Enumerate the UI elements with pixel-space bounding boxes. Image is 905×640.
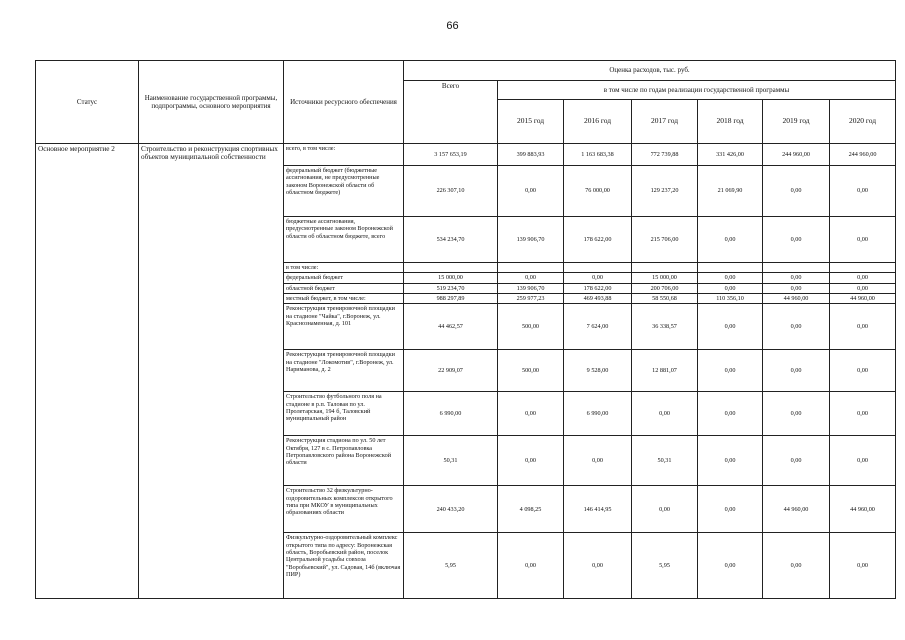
year-value-cell: 772 739,88 [632, 144, 698, 166]
year-value-cell: 44 960,00 [763, 486, 830, 533]
header-status: Статус [36, 61, 139, 144]
year-value-cell: 178 622,00 [564, 217, 632, 263]
year-value-cell: 1 163 683,38 [564, 144, 632, 166]
year-value-cell: 0,00 [763, 304, 830, 350]
source-cell: Строительство футбольного поля на стадионе в р.п. Таловая по ул. Пролетарская, 194 б, Таловский муниципальный район [284, 392, 404, 436]
source-cell: бюджетные ассигнования, предусмотренные законом Воронежской области об областном бюджете, всего [284, 217, 404, 263]
year-value-cell [632, 263, 698, 273]
year-value-cell: 110 356,10 [698, 293, 763, 303]
year-value-cell: 469 493,88 [564, 293, 632, 303]
source-cell: Физкультурно-оздоровительный комплекс открытого типа по адресу: Воронежская область, Воробьевский район, поселок Центральной усадьбы совхоза "Воробьевский", ул. Садовая, 14б (включая ПИР) [284, 533, 404, 599]
year-value-cell: 12 881,07 [632, 350, 698, 392]
total-cell: 226 307,10 [404, 166, 498, 217]
source-cell: местный бюджет, в том числе: [284, 293, 404, 303]
year-value-cell: 0,00 [498, 533, 564, 599]
year-value-cell: 44 960,00 [830, 293, 896, 303]
page-number: 66 [446, 20, 459, 32]
source-cell: Строительство 32 физкультурно-оздоровительных комплексов открытого типа при МКОУ в муниципальных образованиях области [284, 486, 404, 533]
table-row [36, 144, 896, 166]
year-value-cell: 0,00 [698, 304, 763, 350]
year-value-cell: 200 706,00 [632, 283, 698, 293]
year-value-cell: 259 977,23 [498, 293, 564, 303]
source-cell: в том числе: [284, 263, 404, 273]
header-total: Всего [404, 81, 498, 144]
total-cell: 534 234,70 [404, 217, 498, 263]
year-value-cell: 21 069,90 [698, 166, 763, 217]
year-value-cell: 44 960,00 [830, 486, 896, 533]
year-value-cell: 178 622,00 [564, 283, 632, 293]
total-cell: 6 990,00 [404, 392, 498, 436]
year-value-cell: 0,00 [830, 304, 896, 350]
year-value-cell: 500,00 [498, 304, 564, 350]
year-value-cell: 244 960,00 [830, 144, 896, 166]
year-value-cell: 0,00 [830, 533, 896, 599]
year-2016: 2016 год [564, 100, 632, 144]
source-cell: федеральный бюджет [284, 273, 404, 283]
year-value-cell [564, 263, 632, 273]
year-value-cell: 0,00 [698, 392, 763, 436]
total-cell: 50,31 [404, 436, 498, 486]
source-cell: Реконструкция тренировочной площадки на стадионе "Чайка", г.Воронеж, ул. Краснознаменная, д. 101 [284, 304, 404, 350]
year-value-cell: 0,00 [698, 436, 763, 486]
source-cell: Реконструкция стадиона по ул. 50 лет Октября, 127 в с. Петропавловка Петропавловского района Воронежской области [284, 436, 404, 486]
year-value-cell: 0,00 [632, 486, 698, 533]
year-value-cell: 0,00 [564, 533, 632, 599]
year-value-cell: 0,00 [763, 283, 830, 293]
year-value-cell: 500,00 [498, 350, 564, 392]
source-cell: всего, в том числе: [284, 144, 404, 166]
year-value-cell: 0,00 [830, 350, 896, 392]
year-value-cell: 0,00 [698, 217, 763, 263]
total-cell: 44 462,57 [404, 304, 498, 350]
year-value-cell [830, 263, 896, 273]
budget-table [35, 60, 896, 599]
year-value-cell: 0,00 [763, 273, 830, 283]
total-cell: 5,95 [404, 533, 498, 599]
program-name-cell: Строительство и реконструкция спортивных объектов муниципальной собственности [139, 144, 284, 599]
year-value-cell: 129 237,20 [632, 166, 698, 217]
year-value-cell: 0,00 [763, 392, 830, 436]
total-cell: 240 433,20 [404, 486, 498, 533]
year-value-cell: 0,00 [698, 283, 763, 293]
total-cell: 22 909,07 [404, 350, 498, 392]
year-2017: 2017 год [632, 100, 698, 144]
year-value-cell: 0,00 [763, 533, 830, 599]
year-value-cell: 0,00 [698, 273, 763, 283]
year-value-cell: 0,00 [698, 350, 763, 392]
year-value-cell: 6 990,00 [564, 392, 632, 436]
year-value-cell: 36 338,57 [632, 304, 698, 350]
header-sources: Источники ресурсного обеспечения [284, 61, 404, 144]
year-value-cell [763, 263, 830, 273]
year-value-cell: 331 426,00 [698, 144, 763, 166]
year-value-cell: 15 000,00 [632, 273, 698, 283]
year-value-cell: 0,00 [830, 392, 896, 436]
year-value-cell: 58 550,68 [632, 293, 698, 303]
total-cell [404, 263, 498, 273]
year-value-cell: 9 528,00 [564, 350, 632, 392]
header-including-years: в том числе по годам реализации государственной программы [498, 81, 896, 100]
year-value-cell: 4 098,25 [498, 486, 564, 533]
year-value-cell: 7 624,00 [564, 304, 632, 350]
year-2018: 2018 год [698, 100, 763, 144]
year-value-cell: 0,00 [763, 217, 830, 263]
year-value-cell: 0,00 [763, 436, 830, 486]
year-value-cell: 0,00 [564, 436, 632, 486]
total-cell: 15 000,00 [404, 273, 498, 283]
year-value-cell: 0,00 [763, 166, 830, 217]
total-cell: 988 297,89 [404, 293, 498, 303]
year-value-cell: 0,00 [498, 166, 564, 217]
year-value-cell: 0,00 [830, 436, 896, 486]
year-value-cell: 139 906,70 [498, 217, 564, 263]
year-value-cell [498, 263, 564, 273]
year-value-cell: 244 960,00 [763, 144, 830, 166]
source-cell: областной бюджет [284, 283, 404, 293]
source-cell: Реконструкция тренировочной площадки на стадионе "Локомотив", г.Воронеж, ул. Нариманова, д. 2 [284, 350, 404, 392]
year-value-cell: 0,00 [498, 436, 564, 486]
header-name: Наименование государственной программы, подпрограммы, основного мероприятия [139, 61, 284, 144]
year-value-cell: 0,00 [698, 486, 763, 533]
year-value-cell: 0,00 [498, 273, 564, 283]
year-value-cell: 76 000,00 [564, 166, 632, 217]
year-value-cell: 5,95 [632, 533, 698, 599]
status-cell: Основное мероприятие 2 [36, 144, 139, 599]
year-value-cell: 0,00 [498, 392, 564, 436]
year-value-cell: 146 414,95 [564, 486, 632, 533]
year-value-cell: 0,00 [763, 350, 830, 392]
year-value-cell: 0,00 [830, 283, 896, 293]
year-value-cell: 0,00 [632, 392, 698, 436]
total-cell: 519 234,70 [404, 283, 498, 293]
year-value-cell: 44 960,00 [763, 293, 830, 303]
year-value-cell [698, 263, 763, 273]
total-cell: 3 157 653,19 [404, 144, 498, 166]
year-value-cell: 0,00 [830, 273, 896, 283]
year-value-cell: 0,00 [830, 166, 896, 217]
year-value-cell: 50,31 [632, 436, 698, 486]
year-value-cell: 0,00 [564, 273, 632, 283]
source-cell: федеральный бюджет (бюджетные ассигнования, не предусмотренные законом Воронежской области об областном бюджете) [284, 166, 404, 217]
header-estimate: Оценка расходов, тыс. руб. [404, 61, 896, 81]
year-value-cell: 399 883,93 [498, 144, 564, 166]
year-value-cell: 139 906,70 [498, 283, 564, 293]
year-2015: 2015 год [498, 100, 564, 144]
year-value-cell: 0,00 [698, 533, 763, 599]
year-value-cell: 215 706,00 [632, 217, 698, 263]
year-value-cell: 0,00 [830, 217, 896, 263]
year-2019: 2019 год [763, 100, 830, 144]
year-2020: 2020 год [830, 100, 896, 144]
